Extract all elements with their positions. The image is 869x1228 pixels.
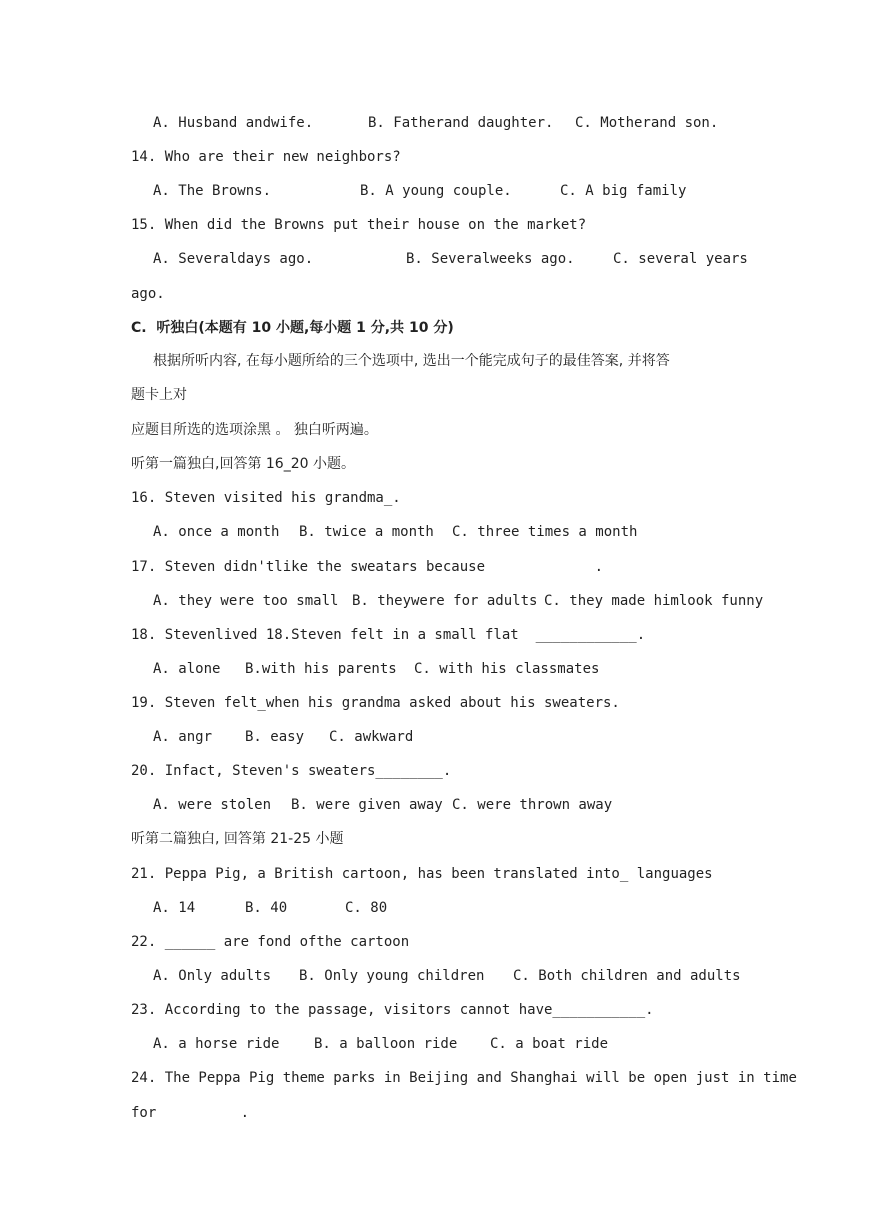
q21-option-b: B. 40 <box>245 900 288 916</box>
q14-option-a: A. The Browns. <box>153 183 272 199</box>
q16-option-a: A. once a month <box>153 524 280 540</box>
q19-option-c: C. awkward <box>329 729 414 745</box>
q19-option-a: A. angr <box>153 729 213 745</box>
q19-question: 19. Steven felt_when his grandma asked about his sweaters. <box>131 695 620 711</box>
q22-option-b: B. Only young children <box>299 968 485 984</box>
q15-option-b: B. Severalweeks ago. <box>406 251 575 267</box>
q23-option-b: B. a balloon ride <box>314 1036 458 1052</box>
q14-option-c: C. A big family <box>560 183 687 199</box>
q18-option-a: A. alone <box>153 661 221 677</box>
q14-question: 14. Who are their new neighbors? <box>131 149 401 165</box>
q23-option-c: C. a boat ride <box>490 1036 609 1052</box>
q13-option-a: A. Husband andwife. <box>153 115 314 131</box>
q22-option-a: A. Only adults <box>153 968 272 984</box>
q24-question: 24. The Peppa Pig theme parks in Beijing and Shanghai will be open just in time <box>131 1070 797 1086</box>
monologue1-header: 听第一篇独白,回答第 16_20 小题。 <box>131 456 355 472</box>
section-c-instruction-line2: 题卡上对 <box>131 387 187 403</box>
q21-question: 21. Peppa Pig, a British cartoon, has been translated into_ languages <box>131 866 713 882</box>
q23-question: 23. According to the passage, visitors cannot have___________. <box>131 1002 654 1018</box>
q15-option-c-wrap: ago. <box>131 286 165 302</box>
q15-option-c: C. several years <box>613 251 748 267</box>
q23-option-a: A. a horse ride <box>153 1036 280 1052</box>
q18-option-c: C. with his classmates <box>414 661 600 677</box>
q16-question: 16. Steven visited his grandma_. <box>131 490 401 506</box>
section-c-instruction-line1: 根据所听内容, 在每小题所给的三个选项中, 选出一个能完成句子的最佳答案, 并将答 <box>153 353 670 369</box>
q17-option-b: B. theywere for adults <box>352 593 538 609</box>
q20-option-b: B. were given away <box>291 797 443 813</box>
q13-option-b: B. Fatherand daughter. <box>368 115 554 131</box>
section-c-title: C. 听独白(本题有 10 小题,每小题 1 分,共 10 分) <box>131 320 454 336</box>
q14-option-b: B. A young couple. <box>360 183 512 199</box>
q20-option-a: A. were stolen <box>153 797 272 813</box>
q22-question: 22. ______ are fond ofthe cartoon <box>131 934 410 950</box>
q15-option-a: A. Severaldays ago. <box>153 251 314 267</box>
q21-option-a: A. 14 <box>153 900 196 916</box>
q22-option-c: C. Both children and adults <box>513 968 741 984</box>
q18-question: 18. Stevenlived 18.Steven felt in a small flat ____________. <box>131 627 646 643</box>
section-c-instruction-line3: 应题目所选的选项涂黑 。 独白听两遍。 <box>131 422 378 438</box>
q20-question: 20. Infact, Steven's sweaters________. <box>131 763 452 779</box>
q20-option-c: C. were thrown away <box>452 797 613 813</box>
q19-option-b: B. easy <box>245 729 305 745</box>
q21-option-c: C. 80 <box>345 900 388 916</box>
q15-question: 15. When did the Browns put their house on the market? <box>131 217 587 233</box>
q16-option-c: C. three times a month <box>452 524 638 540</box>
q17-option-a: A. they were too small <box>153 593 339 609</box>
q13-option-c: C. Motherand son. <box>575 115 719 131</box>
q17-option-c: C. they made himlook funny <box>544 593 764 609</box>
q24-question-wrap: for . <box>131 1105 250 1121</box>
q16-option-b: B. twice a month <box>299 524 434 540</box>
q17-question: 17. Steven didn'tlike the sweatars because . <box>131 559 604 575</box>
q18-option-b: B.with his parents <box>245 661 397 677</box>
monologue2-header: 听第二篇独白, 回答第 21-25 小题 <box>131 831 344 847</box>
